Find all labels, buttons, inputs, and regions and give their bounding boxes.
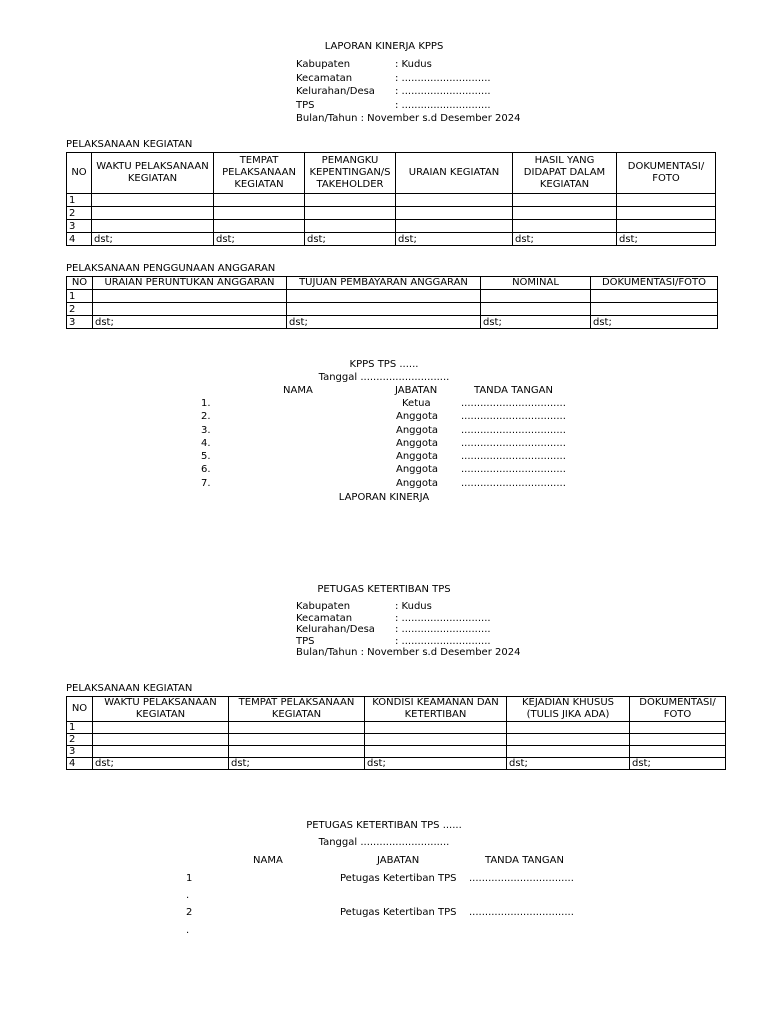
member-number: 7. xyxy=(201,478,211,489)
table-row xyxy=(67,207,716,220)
header-cell: KONDISI KEAMANAN DAN KETERTIBAN xyxy=(365,697,507,722)
officer-number: 2 xyxy=(186,907,193,918)
table-cell xyxy=(617,207,716,220)
table-cell: dst; xyxy=(630,758,726,770)
table-cell xyxy=(507,722,630,734)
officer-number-dot: . xyxy=(186,925,190,936)
sign-header-position: JABATAN xyxy=(377,855,420,866)
member-signature-line: ................................. xyxy=(461,425,566,436)
table-cell xyxy=(365,722,507,734)
sign-header-name: NAMA xyxy=(253,855,283,866)
member-signature-line: ................................. xyxy=(461,451,566,462)
table-cell xyxy=(305,194,396,207)
table-cell xyxy=(617,194,716,207)
header-cell: URAIAN PERUNTUKAN ANGGARAN xyxy=(93,277,287,290)
info-value: : Kudus xyxy=(395,59,432,70)
table-cell xyxy=(513,207,617,220)
sign-header-signature: TANDA TANGAN xyxy=(485,855,564,866)
table-cell xyxy=(214,207,305,220)
info-label: Kelurahan/Desa xyxy=(296,86,375,97)
table-cell: dst; xyxy=(305,233,396,246)
table-cell xyxy=(396,220,513,233)
table-cell: 2 xyxy=(67,207,92,220)
sign-header-position: JABATAN xyxy=(395,385,438,396)
table-header-row xyxy=(67,697,726,722)
kpps-sign-date: Tanggal ............................ xyxy=(318,372,450,383)
info-row-tps xyxy=(296,636,520,648)
table-cell xyxy=(229,722,365,734)
info-value: : ............................ xyxy=(395,86,491,97)
header-cell: DOKUMENTASI/FOTO xyxy=(591,277,718,290)
member-position: Anggota xyxy=(396,451,439,462)
table-header-row xyxy=(67,277,718,290)
officer-signature-line: ................................. xyxy=(469,907,574,918)
header-cell: NO xyxy=(67,697,93,722)
table-cell: dst; xyxy=(365,758,507,770)
header-cell: HASIL YANG DIDAPAT DALAM KEGIATAN xyxy=(513,153,617,194)
security-activity-table xyxy=(66,696,726,770)
officer-position: Petugas Ketertiban TPS xyxy=(340,873,457,884)
table-cell xyxy=(214,194,305,207)
table-cell: 3 xyxy=(67,220,92,233)
table-cell xyxy=(305,220,396,233)
sign-header-name: NAMA xyxy=(283,385,313,396)
table-cell: 1 xyxy=(67,290,93,303)
table-cell xyxy=(513,194,617,207)
table-cell: 3 xyxy=(67,316,93,329)
table-cell xyxy=(513,220,617,233)
info-label: Kecamatan xyxy=(296,612,353,624)
info-value: : ............................ xyxy=(395,612,491,624)
table-cell xyxy=(229,734,365,746)
member-position: Anggota xyxy=(396,411,439,422)
report2-title: PETUGAS KETERTIBAN TPS xyxy=(317,584,451,595)
report1-info-block xyxy=(296,58,520,126)
table-row xyxy=(67,758,726,770)
member-signature-line: ................................. xyxy=(461,411,566,422)
budget-section-title: PELAKSANAAN PENGGUNAAN ANGGARAN xyxy=(66,263,276,274)
table-cell xyxy=(507,746,630,758)
info-label: TPS xyxy=(296,635,315,647)
table-row xyxy=(67,734,726,746)
table-cell xyxy=(287,290,481,303)
info-label: Kabupaten xyxy=(296,59,351,70)
header-cell: PEMANGKU KEPENTINGAN/S TAKEHOLDER xyxy=(305,153,396,194)
officer-dot-row xyxy=(0,925,768,938)
member-signature-line: ................................. xyxy=(461,464,566,475)
report1-title: LAPORAN KINERJA KPPS xyxy=(324,41,444,52)
table-row xyxy=(67,233,716,246)
officer-number-dot: . xyxy=(186,890,190,901)
member-number: 3. xyxy=(201,425,211,436)
table-row xyxy=(67,722,726,734)
officer-position: Petugas Ketertiban TPS xyxy=(340,907,457,918)
table-cell xyxy=(591,290,718,303)
header-cell: WAKTU PELAKSANAAN KEGIATAN xyxy=(93,697,229,722)
sign-header-signature: TANDA TANGAN xyxy=(474,385,553,396)
sign-header-row xyxy=(0,385,768,398)
report-footer-label: LAPORAN KINERJA xyxy=(338,492,430,503)
info-row-kelurahan xyxy=(296,85,520,99)
activity-section-title: PELAKSANAAN KEGIATAN xyxy=(66,139,193,150)
info-value: : ............................ xyxy=(395,99,491,111)
header-cell: TEMPAT PELAKSANAAN KEGIATAN xyxy=(214,153,305,194)
table-cell: dst; xyxy=(481,316,591,329)
header-cell: TUJUAN PEMBAYARAN ANGGARAN xyxy=(287,277,481,290)
header-cell: KEJADIAN KHUSUS (TULIS JIKA ADA) xyxy=(507,697,630,722)
member-number: 5. xyxy=(201,451,211,462)
header-cell: TEMPAT PELAKSANAAN KEGIATAN xyxy=(229,697,365,722)
member-position: Anggota xyxy=(396,438,439,449)
period-text: Bulan/Tahun : November s.d Desember 2024 xyxy=(296,647,521,658)
table-cell: dst; xyxy=(617,233,716,246)
kpps-sign-title: KPPS TPS ...... xyxy=(349,359,419,370)
report2-info-block xyxy=(296,601,520,659)
officer-dot-row xyxy=(0,890,768,903)
table-cell: 2 xyxy=(67,303,93,316)
member-row xyxy=(0,478,768,491)
sign-header-row xyxy=(0,855,768,868)
table-cell: 4 xyxy=(67,233,92,246)
officer-row xyxy=(0,907,768,920)
info-row-tps xyxy=(296,99,520,113)
activity-table xyxy=(66,152,716,246)
officer-signature-line: ................................. xyxy=(469,873,574,884)
info-row-kabupaten xyxy=(296,601,520,613)
info-row-kabupaten xyxy=(296,58,520,72)
table-cell: dst; xyxy=(214,233,305,246)
member-position: Anggota xyxy=(396,464,439,475)
officer-number: 1 xyxy=(186,873,193,884)
table-cell: dst; xyxy=(513,233,617,246)
info-value: : ............................ xyxy=(395,635,491,647)
info-value: : ............................ xyxy=(395,72,491,84)
header-cell: WAKTU PELAKSANAAN KEGIATAN xyxy=(92,153,214,194)
table-cell: 4 xyxy=(67,758,93,770)
table-cell xyxy=(92,220,214,233)
table-row xyxy=(67,220,716,233)
member-position: Anggota xyxy=(396,425,439,436)
table-cell xyxy=(396,207,513,220)
table-cell xyxy=(591,303,718,316)
table-cell xyxy=(229,746,365,758)
member-position: Anggota xyxy=(396,478,439,489)
info-row-kecamatan xyxy=(296,613,520,625)
member-row xyxy=(0,411,768,424)
table-cell xyxy=(93,746,229,758)
table-cell: dst; xyxy=(591,316,718,329)
table-cell xyxy=(93,734,229,746)
table-cell xyxy=(365,734,507,746)
table-cell: dst; xyxy=(287,316,481,329)
table-row xyxy=(67,316,718,329)
table-cell xyxy=(365,746,507,758)
header-cell: NO xyxy=(67,153,92,194)
table-cell: dst; xyxy=(93,316,287,329)
table-cell xyxy=(92,194,214,207)
table-cell: dst; xyxy=(507,758,630,770)
table-row xyxy=(67,290,718,303)
table-cell: dst; xyxy=(92,233,214,246)
member-row xyxy=(0,438,768,451)
table-cell xyxy=(617,220,716,233)
table-cell: 3 xyxy=(67,746,93,758)
table-row xyxy=(67,303,718,316)
info-label: Kabupaten xyxy=(296,601,351,612)
table-cell xyxy=(481,303,591,316)
member-row xyxy=(0,398,768,411)
table-cell xyxy=(305,207,396,220)
info-row-kelurahan xyxy=(296,624,520,636)
info-row-kecamatan xyxy=(296,72,520,86)
table-cell xyxy=(630,734,726,746)
member-row xyxy=(0,464,768,477)
table-row xyxy=(67,746,726,758)
info-label: Kelurahan/Desa xyxy=(296,624,375,635)
header-cell: NO xyxy=(67,277,93,290)
header-cell: DOKUMENTASI/ FOTO xyxy=(617,153,716,194)
security-sign-date: Tanggal ............................ xyxy=(318,837,450,848)
table-cell xyxy=(287,303,481,316)
table-cell: dst; xyxy=(229,758,365,770)
info-value: : ............................ xyxy=(395,624,491,635)
member-number: 2. xyxy=(201,411,211,422)
header-cell: NOMINAL xyxy=(481,277,591,290)
member-row xyxy=(0,425,768,438)
member-number: 4. xyxy=(201,438,211,449)
info-row-period xyxy=(296,647,520,659)
table-cell xyxy=(507,734,630,746)
table-cell: 1 xyxy=(67,194,92,207)
table-cell xyxy=(214,220,305,233)
table-header-row xyxy=(67,153,716,194)
table-row xyxy=(67,194,716,207)
table-cell: dst; xyxy=(93,758,229,770)
table-cell xyxy=(630,722,726,734)
info-label: TPS xyxy=(296,99,315,111)
table-cell xyxy=(92,207,214,220)
member-signature-line: ................................. xyxy=(461,398,566,409)
info-value: : Kudus xyxy=(395,601,432,612)
table-cell: dst; xyxy=(396,233,513,246)
header-cell: URAIAN KEGIATAN xyxy=(396,153,513,194)
table-cell xyxy=(93,722,229,734)
officer-row xyxy=(0,873,768,886)
budget-table xyxy=(66,276,718,329)
activity-section-title: PELAKSANAAN KEGIATAN xyxy=(66,683,193,694)
table-cell: 2 xyxy=(67,734,93,746)
member-number: 6. xyxy=(201,464,211,475)
table-cell xyxy=(481,290,591,303)
security-sign-title: PETUGAS KETERTIBAN TPS ...... xyxy=(306,820,462,831)
member-row xyxy=(0,451,768,464)
member-number: 1. xyxy=(201,398,211,409)
table-cell xyxy=(630,746,726,758)
member-signature-line: ................................. xyxy=(461,438,566,449)
table-cell: 1 xyxy=(67,722,93,734)
table-cell xyxy=(396,194,513,207)
member-position: Ketua xyxy=(402,398,431,409)
member-signature-line: ................................. xyxy=(461,478,566,489)
info-row-period xyxy=(296,112,520,126)
table-cell xyxy=(93,290,287,303)
period-text: Bulan/Tahun : November s.d Desember 2024 xyxy=(296,113,521,124)
header-cell: DOKUMENTASI/ FOTO xyxy=(630,697,726,722)
info-label: Kecamatan xyxy=(296,72,353,84)
table-cell xyxy=(93,303,287,316)
